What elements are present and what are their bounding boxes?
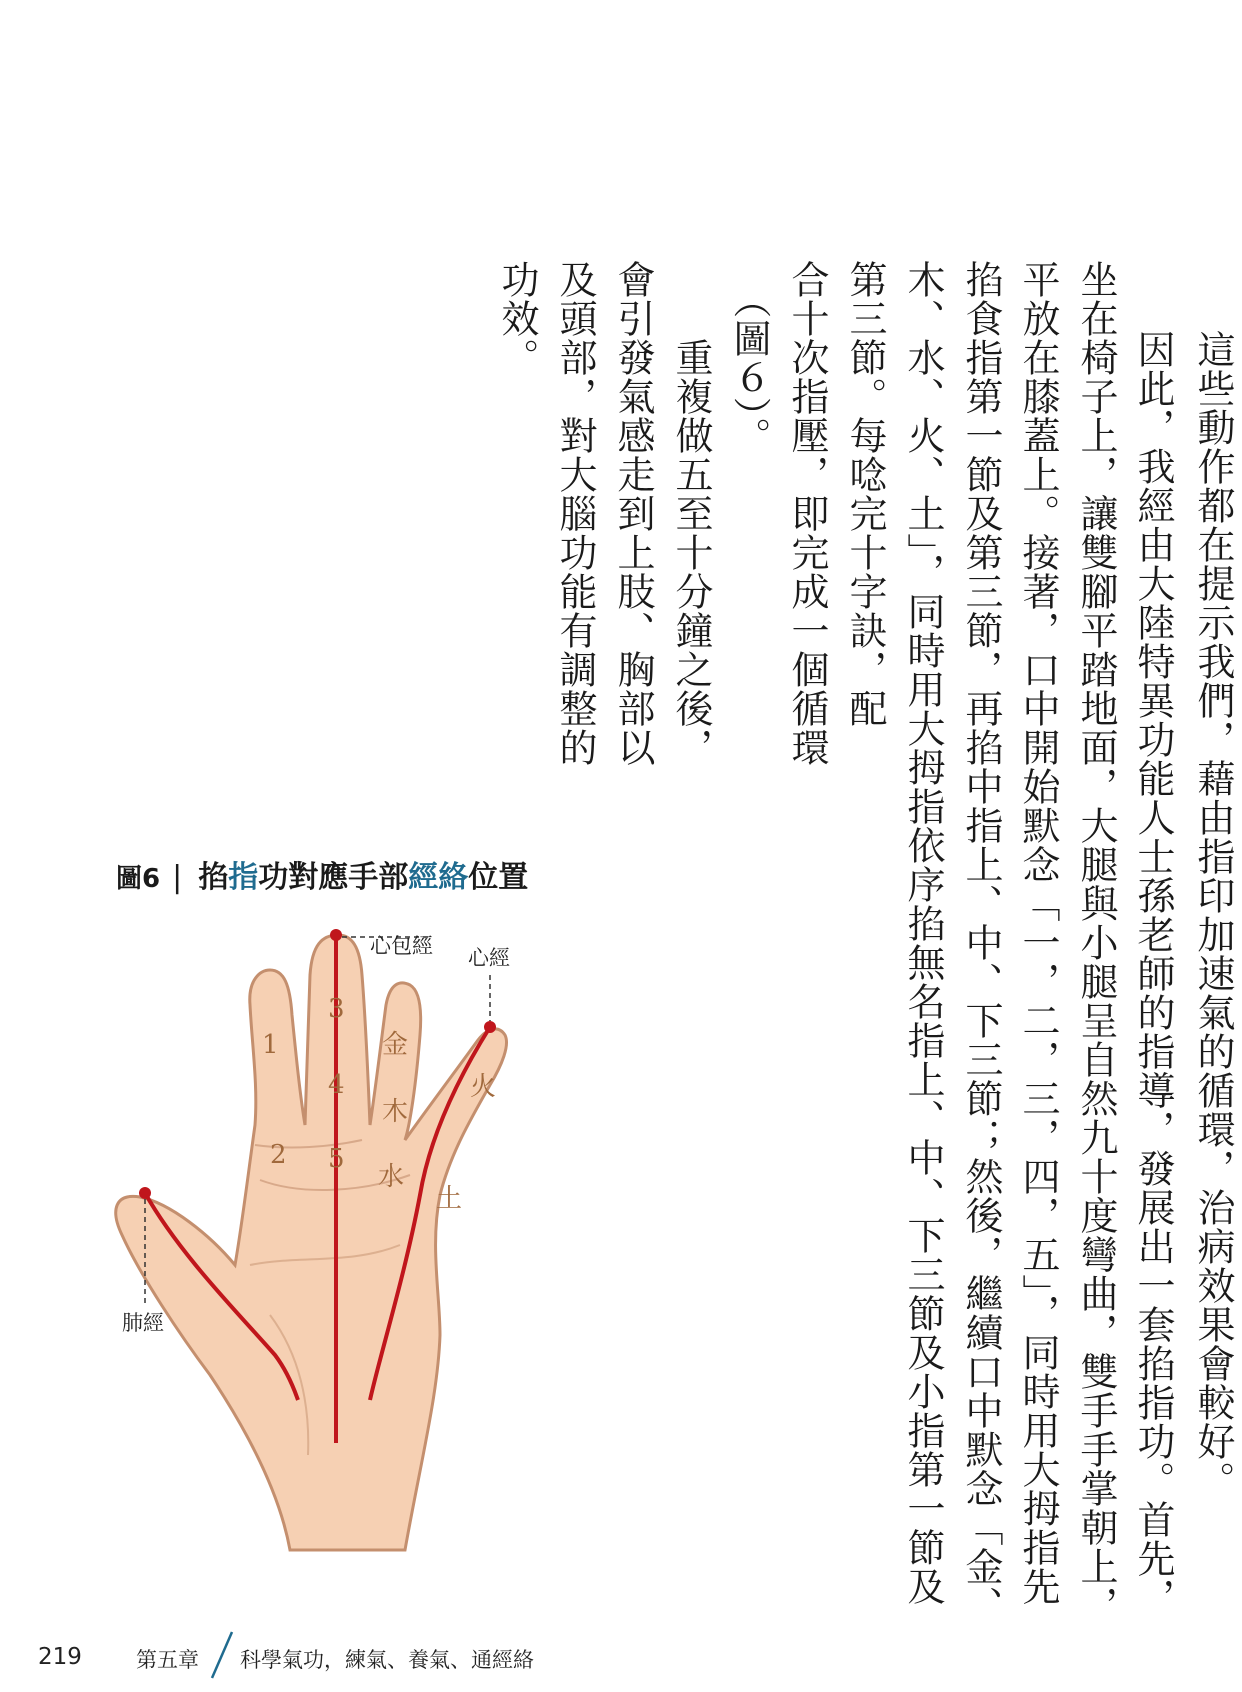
footer-slash-divider <box>200 1630 240 1680</box>
index-number-1: 1 <box>262 1030 279 1060</box>
text-column-5: 掐食指第一節及第三節，再掐中指上、中、下三節；然後，繼續口中默念「金、 <box>959 260 1003 1625</box>
pericardium-label: 心包經 <box>370 934 433 958</box>
little-label-fire: 火 <box>470 1072 497 1102</box>
hand-outline <box>116 935 507 1550</box>
lung-label: 肺經 <box>122 1311 164 1335</box>
hand-meridian-illustration <box>100 935 580 1555</box>
text-column-2: 因此，我經由大陸特異功能人士孫老師的指導，發展出一套掐指功。首先， <box>1131 330 1175 1617</box>
figure-title-part-2: 指 <box>228 860 259 895</box>
text-column-11: 會引發氣感走到上肢、胸部以 <box>611 260 655 767</box>
chapter-label: 第五章 <box>136 1648 199 1672</box>
figure-title-part-4: 經絡 <box>408 860 469 895</box>
figure-label: 圖6 <box>116 864 161 894</box>
middle-number-3: 3 <box>328 994 345 1024</box>
text-column-9: （圖６）。 <box>727 280 771 456</box>
text-column-6: 木、水、火、土」，同時用大拇指依序掐無名指上、中、下三節及小指第一節及 <box>901 260 945 1606</box>
text-column-13: 功效。 <box>495 260 539 377</box>
lung-point <box>139 1187 151 1199</box>
middle-number-5: 5 <box>328 1144 345 1174</box>
figure-title-part-1: 掐 <box>198 860 229 895</box>
text-column-3: 坐在椅子上，讓雙腳平踏地面，大腿與小腿呈自然九十度彎曲，雙手手掌朝上， <box>1074 260 1118 1625</box>
page-number: 219 <box>38 1644 82 1670</box>
text-column-10: 重複做五至十分鐘之後， <box>669 338 713 767</box>
figure-caption <box>116 852 528 896</box>
figure-title-part-5: 位置 <box>468 860 529 895</box>
text-column-7: 第三節。每唸完十字訣，配 <box>843 260 887 728</box>
middle-number-4: 4 <box>328 1070 345 1100</box>
page-footer <box>0 1630 1192 1680</box>
text-column-4: 平放在膝蓋上。接著，口中開始默念「一，二，三，四，五」，同時用大拇指先 <box>1016 260 1060 1606</box>
text-column-8: 合十次指壓，即完成一個循環 <box>785 260 829 767</box>
figure-separator: | <box>172 860 183 895</box>
pericardium-point <box>330 929 342 941</box>
heart-point <box>484 1021 496 1033</box>
text-column-1: 這些動作都在提示我們，藉由指印加速氣的循環，治病效果會較好。 <box>1191 330 1235 1500</box>
text-column-12: 及頭部，對大腦功能有調整的 <box>553 260 597 767</box>
ring-label-metal: 金 <box>382 1030 409 1060</box>
ring-label-water: 水 <box>378 1162 405 1192</box>
ring-label-wood: 木 <box>382 1097 409 1127</box>
heart-label: 心經 <box>468 946 510 970</box>
index-number-2: 2 <box>270 1140 287 1170</box>
little-label-earth: 土 <box>436 1184 463 1214</box>
figure-title-part-3: 功對應手部 <box>258 860 409 895</box>
chapter-title: 科學氣功，練氣、養氣、通經絡 <box>240 1648 534 1672</box>
